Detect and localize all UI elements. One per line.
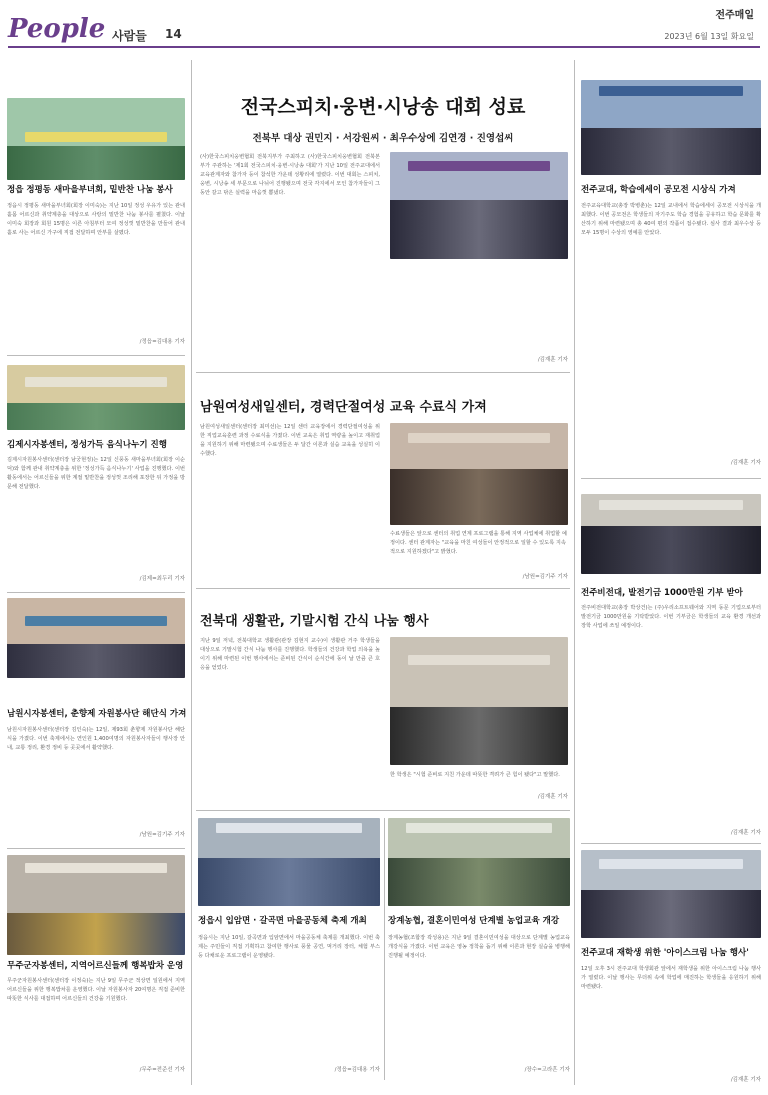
lead-subhead: 전북부 대상 권민지 · 서강원씨 · 최우수상에 김연경 · 진영섭씨 [252,133,514,144]
article-body: 지난 9일 저녁, 전북대학교 생활관(관장 김현지 교수)이 생활관 거주 학생들을 대상으로 기말시험 간식 나눔 행사를 진행했다. 학생들의 건강과 학업 의욕을 높이기 위해 마련된 이번 행사에서는 준비된 간식이 순식간에 동이 날 만큼 큰 호응을 얻었다. [200,638,380,671]
masthead-rule [8,46,760,48]
article-byline: /정읍=김대용 기자 [334,1067,380,1073]
article-headline: 무주군자봉센터, 지역어르신들께 행복밥차 운영 [7,961,184,971]
article-photo [7,598,185,678]
issue-date: 2023년 6월 13일 화요일 [664,32,754,41]
article-photo [390,423,568,525]
article-body: 정읍시 정평동 새마을부녀회(회장 이미숙)는 지난 10일 정성 우유가 있는 관내 홀몸 어르신과 취약계층을 대상으로 사랑의 밑반찬 나눔 봉사를 펼쳤다. 이날 이미숙 회장과 회원 15명은 이른 아침부터 모여 정성껏 밑반찬을 만들어 관내 홀로 사는 어르신 가구에 직접 전달하며 안부를 살폈다. [7,203,185,236]
article-byline: /김재훈 기자 [730,830,761,836]
article-body: 남원시자원봉사센터(센터장 김인숙)는 12일, 제93회 춘향제 자원봉사단 해단식을 가졌다. 이번 축제에서는 연인원 1,400여명의 자원봉사자들이 행사장 안내, 교통 정리, 환경 정비 등 곳곳에서 활약했다. [7,727,185,751]
article-separator [196,372,570,373]
article-headline: 정읍시 입암면 · 갈곡면 마을공동체 축제 개최 [198,916,367,926]
article-photo [7,98,185,180]
article-headline: 김제시자봉센터, 정성가득 음식나누기 진행 [7,440,167,450]
article-byline: /장수=고라흔 기자 [524,1067,570,1073]
column-divider [384,818,385,1080]
article-byline: /남원=김기주 기자 [522,574,568,580]
article-separator [196,810,570,811]
article-headline: 남원여성새일센터, 경력단절여성 교육 수료식 가져 [200,400,487,415]
lead-byline: /김재훈 기자 [537,357,568,363]
article-body: 전주교육대학교(총장 박병춘)는 12일 교내에서 학습에세이 공모전 시상식을 개최했다. 이번 공모전은 학생들의 자기주도 학습 경험을 공유하고 학습 문화를 확산하기 위해 마련됐으며 총 40여 편의 작품이 접수됐다. 심사 결과 최우수상 등 모두 15명이 수상의 영예를 안았다. [581,203,761,236]
article-photo [581,494,761,574]
article-byline: /정읍=김대용 기자 [139,339,185,345]
lead-headline: 전국스피치·웅변·시낭송 대회 성료 [240,96,526,118]
section-title: 사람들 [112,29,147,43]
column-divider [191,60,192,1085]
article-body: 전주비전대학교(총장 박상건)는 (주)우리소프트웨어와 지역 동문 기업으로부터 발전기금 1000만원을 기탁받았다. 이번 기부금은 학생들의 교육 환경 개선과 장학 사업에 쓰일 예정이다. [581,605,761,629]
article-byline: /김재훈 기자 [537,794,568,800]
article-headline: 남원시자봉센터, 춘향제 자원봉사단 해단식 가져 [7,709,187,719]
page-number: 14 [165,27,182,41]
article-byline: /김제=최두리 기자 [139,576,185,582]
article-photo [198,818,380,906]
article-byline: /김재훈 기자 [730,460,761,466]
article-separator [581,843,761,844]
article-headline: 장계농협, 결혼이민여성 단계별 농업교육 개강 [388,916,560,926]
article-byline: /무주=전준선 기자 [139,1067,185,1073]
article-body: 12일 오후 3시 전주교대 학생회관 앞에서 재학생을 위한 아이스크림 나눔 행사가 열렸다. 이날 행사는 무더위 속에 학업에 매진하는 학생들을 응원하기 위해 마련됐다. [581,966,761,990]
article-photo [581,850,761,938]
article-headline: 전주교대 재학생 위한 '아이스크림 나눔 행사' [581,948,749,958]
article-headline: 정읍 정평동 새마을부녀회, 밑반찬 나눔 봉사 [7,185,173,195]
article-headline: 전북대 생활관, 기말시험 간식 나눔 행사 [200,614,429,629]
article-byline: /김재훈 기자 [730,1077,761,1083]
article-body: 정읍시는 지난 10일, 갈곡면과 입암면에서 마을공동체 축제를 개최했다. 이번 축제는 주민들이 직접 기획하고 참여한 행사로 풍물 공연, 먹거리 장터, 체험 부스 등 다채로운 프로그램이 운영됐다. [198,935,380,959]
article-body: 무주군자원봉사센터(센터장 이정숙)는 지난 9일 무주군 적상면 일원에서 지역 어르신들을 위한 행복밥차를 운영했다. 이날 자원봉사자 20여명은 직접 준비한 따뜻한 식사를 대접하며 어르신들의 건강을 기원했다. [7,978,185,1002]
newspaper-name: 전주매일 [715,10,754,21]
masthead [0,0,768,50]
article-photo [388,818,570,906]
article-byline: /남원=김기주 기자 [139,832,185,838]
column-divider [574,60,575,1085]
lead-photo [390,152,568,259]
article-separator [581,478,761,479]
article-body: 김제시자원봉사센터(센터장 남궁현정)는 12일 신풍동 새마을부녀회(회장 이순덕)와 함께 관내 취약계층을 위한 '정성가득 음식나누기' 사업을 진행했다. 이번 활동에서는 어르신들을 위한 계절 밑반찬을 정성껏 조리해 포장한 뒤 가정을 방문해 전달했다. [7,457,185,490]
article-headline: 전주교대, 학습에세이 공모전 시상식 가져 [581,185,736,195]
lead-body: (사)한국스피치웅변협회 전북지부가 주최하고 (사)한국스피치웅변협회 전북본부가 주관하는 '제1회 전국스피치·웅변·시낭송 대회'가 지난 10일 전주교대에서 교육관계자와 참가자 등이 참석한 가운데 성황리에 열렸다. 이번 대회는 스피치, 웅변, 시낭송 세 부문으로 나뉘어 진행됐으며 전국 각지에서 모인 참가자들이 그동안 갈고 닦은 실력을 마음껏 뽐냈다. [200,154,380,196]
article-photo [7,365,185,430]
article-separator [7,848,185,849]
article-separator [196,588,570,589]
article-body: 한 학생은 "시험 준비로 지친 가운데 따뜻한 격려가 큰 힘이 됐다"고 말했다. [390,772,560,778]
article-photo [390,637,568,765]
article-headline: 전주비전대, 발전기금 1000만원 기부 받아 [581,588,743,598]
article-body: 남원여성새일센터(센터장 최미선)는 12일 센터 교육장에서 경력단절여성을 위한 직업교육훈련 과정 수료식을 가졌다. 이번 교육은 취업 역량을 높이고 재취업을 지원하기 위해 마련됐으며 수료생들은 두 달간 이론과 실습 교육을 성실히 이수했다. [200,424,380,457]
article-body: 장계농협(조합장 곽성용)은 지난 9일 결혼이민여성을 대상으로 단계별 농업교육 개강식을 가졌다. 이번 교육은 영농 정착을 돕기 위해 이론과 현장 실습을 병행해 진행될 예정이다. [388,935,570,959]
article-separator [7,592,185,593]
article-separator [7,355,185,356]
article-photo [7,855,185,955]
article-body: 수료생들은 앞으로 센터의 취업 연계 프로그램을 통해 지역 사업체에 취업할 예정이다. 센터 관계자는 "교육을 마친 여성들이 안정적으로 일할 수 있도록 지속적으로 지원하겠다"고 밝혔다. [390,531,567,555]
article-photo [581,80,761,175]
section-logo: People [8,14,106,44]
